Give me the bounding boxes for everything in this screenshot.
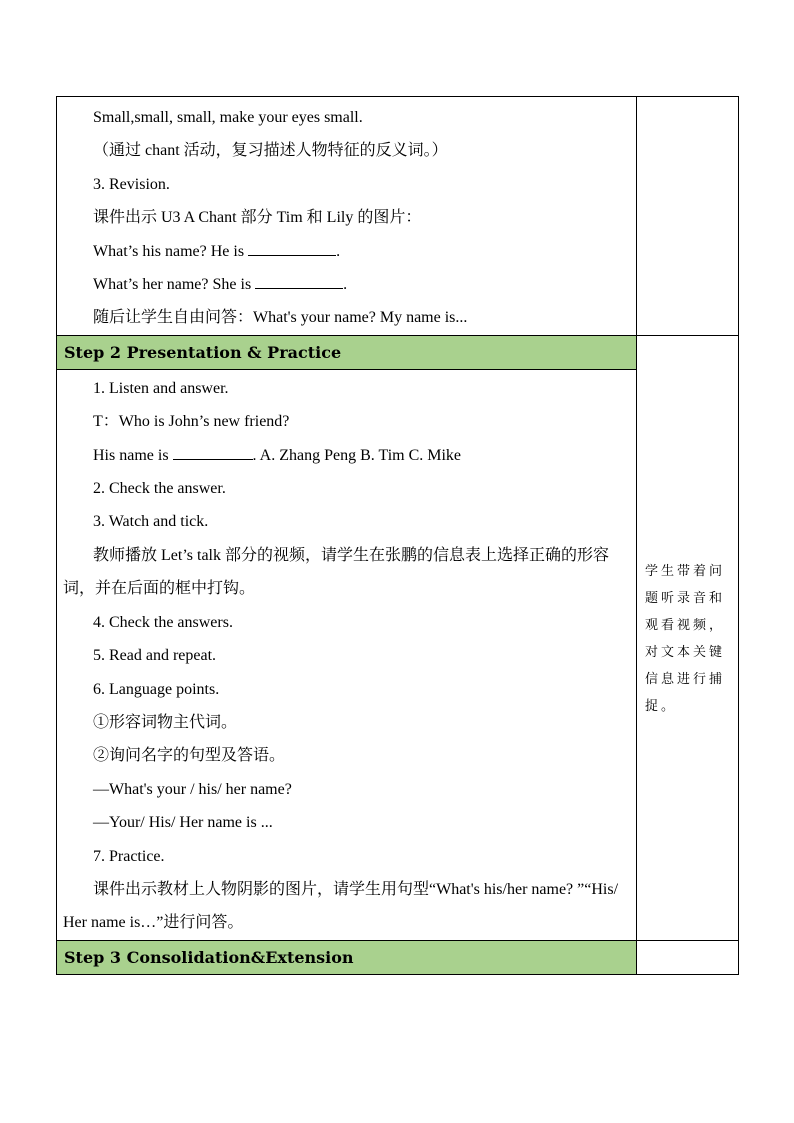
her-name-period: .: [343, 276, 348, 294]
step1-continuation-row: [57, 97, 739, 336]
step1-content-cell: [57, 97, 637, 336]
step1-side-cell: [637, 97, 739, 336]
step2-content-cell: [57, 369, 637, 940]
her-name-text: What’s her name? She is: [93, 276, 252, 294]
dialogue-answer: —Your/ His/ Her name is ...: [93, 814, 273, 832]
revision-heading: 3. Revision.: [93, 175, 170, 193]
practice-heading: 7. Practice.: [93, 847, 165, 865]
lesson-plan-table: [56, 96, 739, 975]
watch-tick-instruction-text: 教师播放 Let’s talk 部分的视频，请学生在张鹏的信息表上选择正确的形容词，并在后面的框中打钩。: [63, 546, 609, 598]
listen-answer-heading: 1. Listen and answer.: [93, 379, 229, 397]
his-name-choice-text: His name is: [93, 446, 169, 464]
her-name-question: [63, 268, 630, 301]
step3-title: Step 3 Consolidation&Extension: [64, 947, 354, 967]
his-name-blank: [248, 240, 336, 256]
check-answer-heading: 2. Check the answer.: [93, 480, 226, 498]
his-name-choice: [63, 439, 630, 472]
watch-tick-instruction: [63, 539, 630, 606]
step2-side-note: 学生带着问题听录音和观看视频，对文本关键信息进行捕捉。: [645, 562, 726, 713]
her-name-blank: [255, 273, 343, 289]
watch-tick-heading: 3. Watch and tick.: [93, 513, 209, 531]
his-name-choice-blank: [173, 444, 253, 460]
language-point-2: ②询问名字的句型及答语。: [93, 747, 286, 765]
free-qa-instruction: 随后让学生自由问答：What's your name? My name is...: [93, 309, 468, 327]
practice-instruction-text: 课件出示教材上人物阴影的图片，请学生用句型“What's his/her name? ”“His/ Her name is…”进行问答。: [63, 880, 619, 932]
his-name-question: [63, 235, 630, 268]
check-answers-heading: 4. Check the answers.: [93, 613, 233, 631]
step2-header-row: [57, 335, 739, 369]
practice-instruction: [63, 873, 630, 940]
step2-title: Step 2 Presentation & Practice: [64, 342, 342, 362]
step2-side-cell: [637, 335, 739, 940]
step3-header-row: [57, 940, 739, 974]
step2-body-row: [57, 369, 739, 940]
dialogue-question: —What's your / his/ her name?: [93, 780, 292, 798]
step2-header-cell: [57, 335, 637, 369]
step3-side-cell: [637, 940, 739, 974]
chant-line: Small,small, small, make your eyes small.: [93, 109, 363, 126]
teacher-question: T：Who is John’s new friend?: [93, 413, 290, 431]
language-point-1: ①形容词物主代词。: [93, 713, 238, 731]
step3-header-cell: [57, 940, 637, 974]
read-repeat-heading: 5. Read and repeat.: [93, 647, 217, 665]
revision-instruction: 课件出示 U3 A Chant 部分 Tim 和 Lily 的图片：: [93, 209, 422, 227]
chant-note: （通过 chant 活动，复习描述人物特征的反义词。）: [93, 142, 448, 160]
language-points-heading: 6. Language points.: [93, 680, 220, 698]
his-name-period: .: [336, 242, 341, 260]
his-name-text: What’s his name? He is: [93, 242, 245, 260]
his-name-options: . A. Zhang Peng B. Tim C. Mike: [252, 446, 462, 464]
